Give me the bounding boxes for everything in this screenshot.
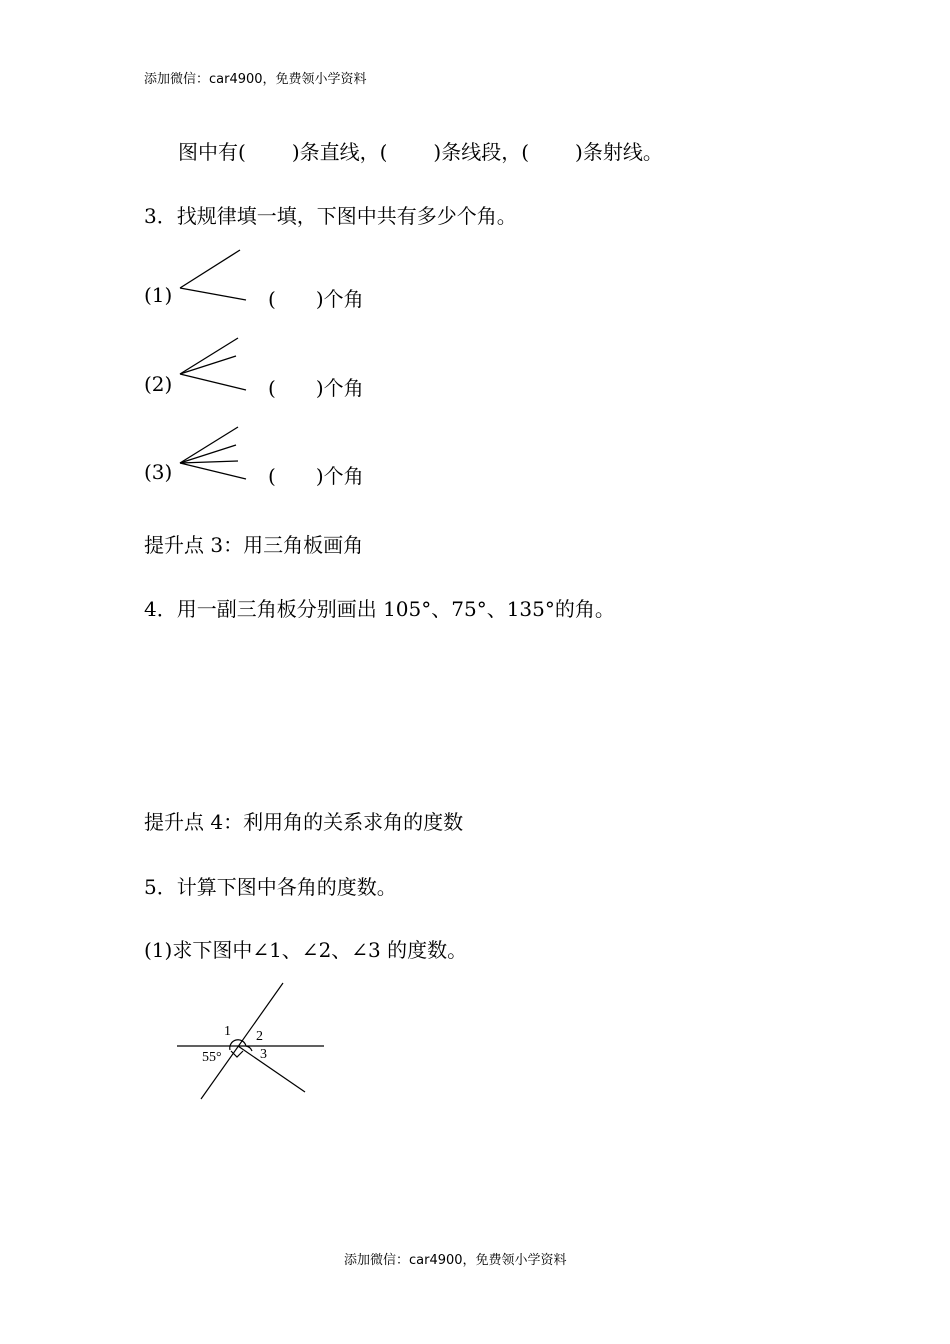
angle-label-1: 1 <box>224 1024 231 1039</box>
q3-item-1-answer <box>268 283 364 312</box>
q3-item-3-label: (3) <box>144 460 173 484</box>
q3-figure-1 <box>176 246 250 304</box>
ray-3 <box>180 461 238 463</box>
q3-item-2-close: )个角 <box>315 376 364 400</box>
ray-4 <box>180 463 246 479</box>
question-3-title: 3．找规律填一填，下图中共有多少个角。 <box>144 204 517 228</box>
q3-figure-2 <box>176 334 250 394</box>
q2-part1: 图中有( <box>178 140 246 164</box>
page-footer: 添加微信：car4900，免费领小学资料 <box>344 1253 567 1268</box>
ray-1 <box>180 250 240 288</box>
q3-figure-3 <box>176 423 250 483</box>
angle-label-55: 55° <box>202 1050 222 1065</box>
q3-item-3-open: ( <box>268 464 276 488</box>
ray-1 <box>180 338 238 374</box>
question-4: 4．用一副三角板分别画出 105°、75°、135°的角。 <box>144 597 615 621</box>
q3-item-1-close: )个角 <box>315 287 364 311</box>
q3-item-2-open: ( <box>268 376 276 400</box>
question-2-line <box>178 136 663 165</box>
q3-item-3-answer <box>268 460 364 489</box>
ray-3 <box>238 1046 305 1092</box>
ray-2 <box>180 288 246 300</box>
q3-item-2-answer <box>268 372 364 401</box>
q3-item-1-label: (1) <box>144 283 173 307</box>
q3-item-3-close: )个角 <box>315 464 364 488</box>
q3-item-1-open: ( <box>268 287 276 311</box>
angle-arc-1 <box>230 1040 246 1050</box>
ray-3 <box>180 374 246 390</box>
q2-part4: )条射线。 <box>575 140 663 164</box>
question-5-sub-1: (1)求下图中∠1、∠2、∠3 的度数。 <box>144 938 468 962</box>
ray-2 <box>180 445 236 463</box>
section-4-title: 提升点 4：利用角的关系求角的度数 <box>144 810 464 834</box>
angle-figure <box>170 978 330 1104</box>
section-3-title: 提升点 3：用三角板画角 <box>144 533 364 557</box>
page-header: 添加微信：car4900，免费领小学资料 <box>144 72 367 87</box>
q3-item-2-label: (2) <box>144 372 173 396</box>
q2-part2: )条直线，( <box>291 140 388 164</box>
ray-2 <box>180 356 236 374</box>
ray-1 <box>180 427 238 463</box>
angle-label-3: 3 <box>260 1047 267 1062</box>
angle-label-2: 2 <box>256 1029 263 1044</box>
question-5-title: 5．计算下图中各角的度数。 <box>144 875 397 899</box>
q2-part3: )条线段，( <box>433 140 530 164</box>
angle-arc-2 <box>246 1046 252 1051</box>
